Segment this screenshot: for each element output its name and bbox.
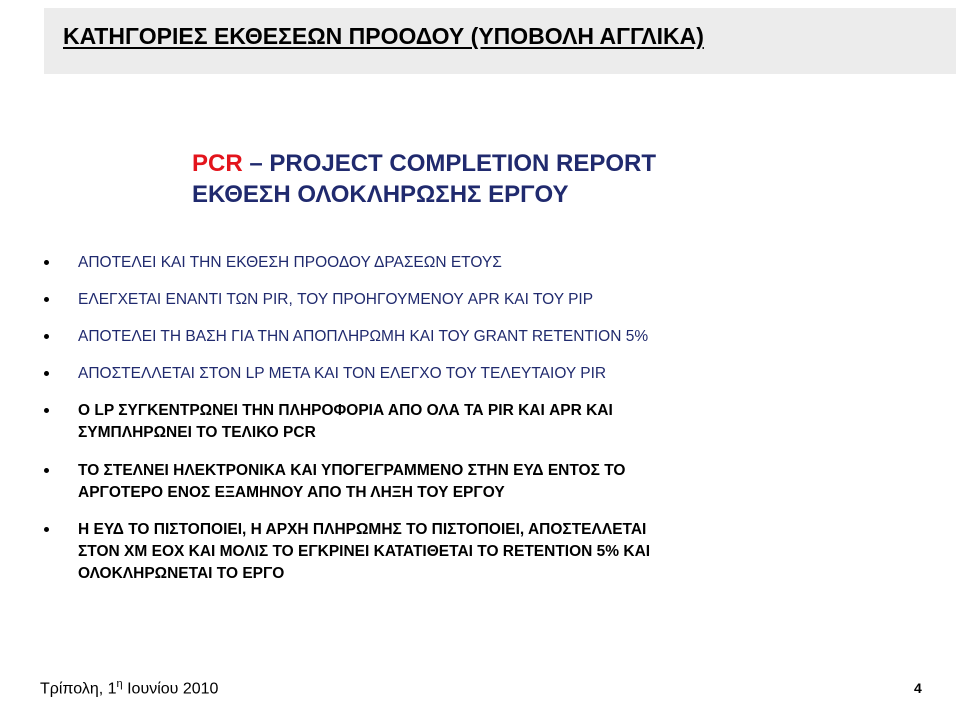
bullet-dot: [44, 408, 49, 413]
bullet-item: [78, 252, 948, 274]
bullet-item: [78, 363, 948, 385]
bullet-text: ΑΠΟΤΕΛΕΙ ΤΗ ΒΑΣΗ ΓΙΑ ΤΗΝ ΑΠΟΠΛΗΡΩΜΗ ΚΑΙ ΤΟΥ GRANT RETENTION 5%: [78, 328, 649, 345]
subtitle: [192, 148, 656, 210]
subtitle-acronym: PCR: [192, 150, 243, 177]
subtitle-line-1: [192, 148, 656, 179]
bullet-text: ΑΠΟΤΕΛΕΙ ΚΑΙ ΤΗΝ ΕΚΘΕΣΗ ΠΡΟΟΔΟΥ ΔΡΑΣΕΩΝ ΕΤΟΥΣ: [78, 254, 502, 271]
bullet-dot: [44, 334, 49, 339]
page-number: 4: [914, 680, 922, 696]
footer-place-day: Τρίπολη, 1: [40, 680, 117, 698]
bullet-item: [78, 400, 948, 444]
bullet-text: ΕΛΕΓΧΕΤΑΙ ΕΝΑΝΤΙ ΤΩΝ PIR, ΤΟΥ ΠΡΟΗΓΟΥΜΕΝΟΥ APR ΚΑΙ ΤΟΥ PIP: [78, 291, 594, 308]
footer-month-year: Ιουνίου 2010: [122, 680, 219, 698]
footer-date: [40, 678, 218, 698]
bullet-item: [78, 289, 948, 311]
bullet-item: [78, 326, 948, 348]
bullet-dot: [44, 297, 49, 302]
bullet-text: ΑΡΓΟΤΕΡΟ ΕΝΟΣ ΕΞΑΜΗΝΟΥ ΑΠΟ ΤΗ ΛΗΞΗ ΤΟΥ ΕΡΓΟΥ: [78, 484, 505, 501]
bullet-text: Ο LP ΣΥΓΚΕΝΤΡΩΝΕΙ ΤΗΝ ΠΛΗΡΟΦΟΡΙΑ ΑΠΟ ΟΛΑ ΤΑ PIR ΚΑΙ APR ΚΑΙ: [78, 402, 613, 419]
bullet-dot: [44, 468, 49, 473]
subtitle-line-2: ΕΚΘΕΣΗ ΟΛΟΚΛΗΡΩΣΗΣ ΕΡΓΟΥ: [192, 181, 569, 208]
slide-title: ΚΑΤΗΓΟΡΙΕΣ ΕΚΘΕΣΕΩΝ ΠΡΟΟΔΟΥ (ΥΠΟΒΟΛΗ ΑΓΓΛΙΚΑ): [63, 23, 704, 49]
bullet-item: [78, 519, 948, 585]
bullet-item: [78, 460, 948, 504]
bullet-text: Η ΕΥΔ ΤΟ ΠΙΣΤΟΠΟΙΕΙ, Η ΑΡΧΗ ΠΛΗΡΩΜΗΣ ΤΟ ΠΙΣΤΟΠΟΙΕΙ, ΑΠΟΣΤΕΛΛΕΤΑΙ: [78, 521, 647, 538]
bullet-text: ΣΥΜΠΛΗΡΩΝΕΙ ΤΟ ΤΕΛΙΚΟ PCR: [78, 424, 316, 441]
bullet-text: ΑΠΟΣΤΕΛΛΕΤΑΙ ΣΤΟΝ LP ΜΕΤΑ ΚΑΙ ΤΟΝ ΕΛΕΓΧΟ ΤΟΥ ΤΕΛΕΥΤΑΙΟΥ PIR: [78, 365, 607, 382]
bullet-dot: [44, 371, 49, 376]
subtitle-line-1-text: – PROJECT COMPLETION REPORT: [242, 150, 657, 177]
bullet-dot: [44, 527, 49, 532]
bullet-text: ΟΛΟΚΛΗΡΩΝΕΤΑΙ ΤΟ ΕΡΓΟ: [78, 565, 285, 582]
footer-ordinal: η: [116, 678, 123, 690]
bullet-text: ΣΤΟΝ ΧΜ ΕΟΧ ΚΑΙ ΜΟΛΙΣ ΤΟ ΕΓΚΡΙΝΕΙ ΚΑΤΑΤΙΘΕΤΑΙ ΤΟ RETENTION 5% ΚΑΙ: [78, 543, 651, 560]
bullet-dot: [44, 260, 49, 265]
bullet-text: ΤΟ ΣΤΕΛΝΕΙ ΗΛΕΚΤΡΟΝΙΚΑ ΚΑΙ ΥΠΟΓΕΓΡΑΜΜΕΝΟ ΣΤΗΝ ΕΥΔ ΕΝΤΟΣ ΤΟ: [78, 462, 626, 479]
